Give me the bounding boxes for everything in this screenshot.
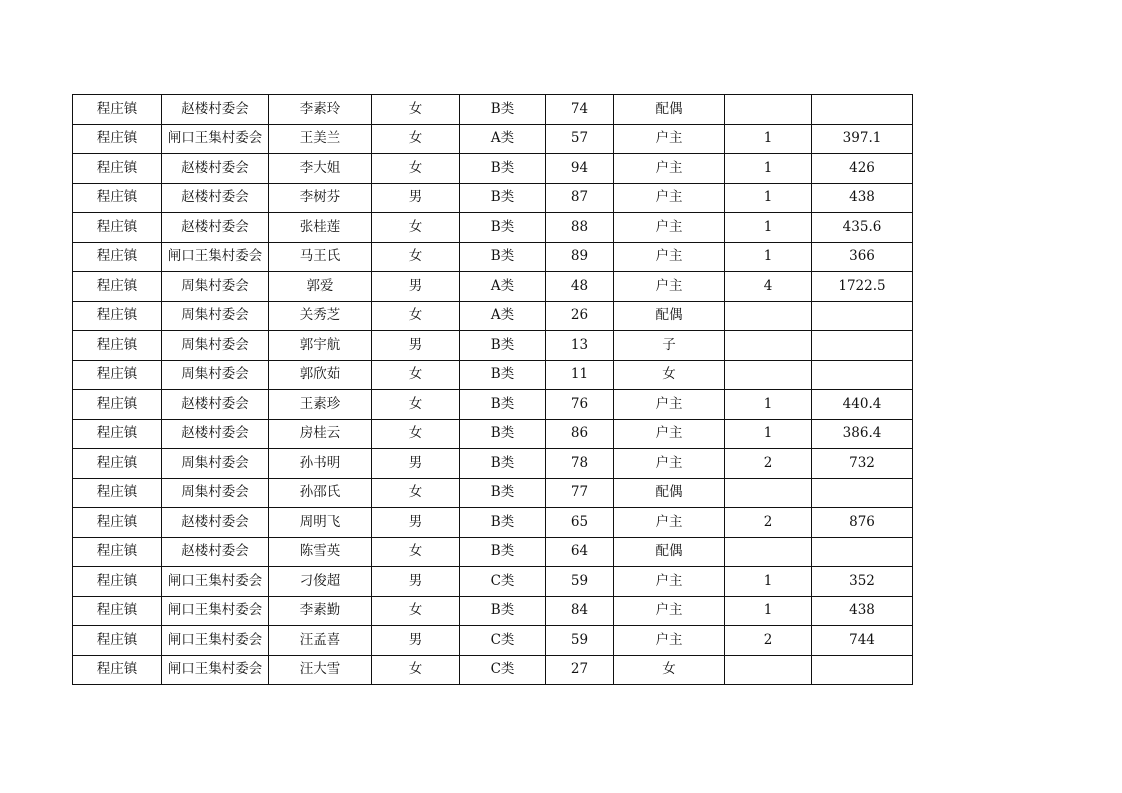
category-cell: B类: [460, 154, 546, 184]
town-cell: 程庄镇: [73, 213, 162, 243]
town-cell: 程庄镇: [73, 478, 162, 508]
category-cell: B类: [460, 449, 546, 479]
table-row: [73, 478, 913, 508]
relation-cell: 女: [614, 655, 725, 685]
name-cell: 郭欣茹: [269, 360, 372, 390]
name-cell: 孙书明: [269, 449, 372, 479]
amount-cell: 435.6: [812, 213, 913, 243]
category-cell: B类: [460, 331, 546, 361]
age-cell: 65: [546, 508, 614, 538]
table-row: [73, 242, 913, 272]
town-cell: 程庄镇: [73, 419, 162, 449]
age-cell: 78: [546, 449, 614, 479]
town-cell: 程庄镇: [73, 301, 162, 331]
table-row: [73, 596, 913, 626]
household-count-cell: 1: [725, 596, 812, 626]
town-cell: 程庄镇: [73, 242, 162, 272]
category-cell: B类: [460, 478, 546, 508]
data-table: [72, 94, 913, 685]
amount-cell: 1722.5: [812, 272, 913, 302]
village-cell: 闸口王集村委会: [162, 596, 269, 626]
name-cell: 王素珍: [269, 390, 372, 420]
category-cell: C类: [460, 626, 546, 656]
village-cell: 闸口王集村委会: [162, 242, 269, 272]
category-cell: B类: [460, 360, 546, 390]
age-cell: 11: [546, 360, 614, 390]
gender-cell: 女: [372, 360, 460, 390]
table-row: [73, 449, 913, 479]
name-cell: 王美兰: [269, 124, 372, 154]
town-cell: 程庄镇: [73, 124, 162, 154]
village-cell: 赵楼村委会: [162, 419, 269, 449]
category-cell: A类: [460, 124, 546, 154]
household-count-cell: [725, 331, 812, 361]
age-cell: 76: [546, 390, 614, 420]
gender-cell: 男: [372, 449, 460, 479]
age-cell: 94: [546, 154, 614, 184]
household-count-cell: 2: [725, 508, 812, 538]
town-cell: 程庄镇: [73, 655, 162, 685]
amount-cell: 732: [812, 449, 913, 479]
village-cell: 赵楼村委会: [162, 183, 269, 213]
table-row: [73, 154, 913, 184]
table-row: [73, 390, 913, 420]
relation-cell: 配偶: [614, 301, 725, 331]
relation-cell: 户主: [614, 419, 725, 449]
household-count-cell: 1: [725, 567, 812, 597]
category-cell: B类: [460, 213, 546, 243]
name-cell: 李大姐: [269, 154, 372, 184]
gender-cell: 男: [372, 626, 460, 656]
household-count-cell: 1: [725, 242, 812, 272]
name-cell: 李素玲: [269, 95, 372, 125]
age-cell: 26: [546, 301, 614, 331]
table-row: [73, 655, 913, 685]
relation-cell: 户主: [614, 242, 725, 272]
category-cell: B类: [460, 419, 546, 449]
relation-cell: 女: [614, 360, 725, 390]
category-cell: B类: [460, 183, 546, 213]
household-count-cell: [725, 478, 812, 508]
category-cell: B类: [460, 508, 546, 538]
village-cell: 赵楼村委会: [162, 537, 269, 567]
amount-cell: 386.4: [812, 419, 913, 449]
town-cell: 程庄镇: [73, 567, 162, 597]
household-count-cell: 2: [725, 626, 812, 656]
age-cell: 89: [546, 242, 614, 272]
gender-cell: 男: [372, 508, 460, 538]
age-cell: 13: [546, 331, 614, 361]
town-cell: 程庄镇: [73, 154, 162, 184]
village-cell: 周集村委会: [162, 272, 269, 302]
town-cell: 程庄镇: [73, 272, 162, 302]
name-cell: 李素勤: [269, 596, 372, 626]
gender-cell: 女: [372, 213, 460, 243]
age-cell: 57: [546, 124, 614, 154]
name-cell: 李树芬: [269, 183, 372, 213]
age-cell: 74: [546, 95, 614, 125]
table-row: [73, 331, 913, 361]
village-cell: 赵楼村委会: [162, 154, 269, 184]
gender-cell: 女: [372, 242, 460, 272]
gender-cell: 女: [372, 124, 460, 154]
household-count-cell: 1: [725, 390, 812, 420]
gender-cell: 女: [372, 95, 460, 125]
amount-cell: [812, 537, 913, 567]
town-cell: 程庄镇: [73, 596, 162, 626]
table-row: [73, 567, 913, 597]
household-count-cell: 1: [725, 154, 812, 184]
category-cell: B类: [460, 537, 546, 567]
village-cell: 闸口王集村委会: [162, 626, 269, 656]
amount-cell: 366: [812, 242, 913, 272]
gender-cell: 女: [372, 419, 460, 449]
town-cell: 程庄镇: [73, 449, 162, 479]
age-cell: 84: [546, 596, 614, 626]
relation-cell: 户主: [614, 508, 725, 538]
category-cell: A类: [460, 272, 546, 302]
household-count-cell: [725, 360, 812, 390]
relation-cell: 户主: [614, 213, 725, 243]
age-cell: 59: [546, 626, 614, 656]
gender-cell: 女: [372, 537, 460, 567]
relation-cell: 户主: [614, 596, 725, 626]
amount-cell: [812, 360, 913, 390]
table-row: [73, 183, 913, 213]
amount-cell: 438: [812, 183, 913, 213]
category-cell: B类: [460, 95, 546, 125]
household-count-cell: [725, 301, 812, 331]
relation-cell: 户主: [614, 124, 725, 154]
town-cell: 程庄镇: [73, 626, 162, 656]
table-row: [73, 537, 913, 567]
gender-cell: 男: [372, 272, 460, 302]
amount-cell: [812, 478, 913, 508]
village-cell: 赵楼村委会: [162, 213, 269, 243]
village-cell: 赵楼村委会: [162, 508, 269, 538]
village-cell: 闸口王集村委会: [162, 124, 269, 154]
village-cell: 周集村委会: [162, 331, 269, 361]
relation-cell: 户主: [614, 272, 725, 302]
relation-cell: 配偶: [614, 478, 725, 508]
relation-cell: 户主: [614, 154, 725, 184]
relation-cell: 配偶: [614, 537, 725, 567]
name-cell: 孙邵氏: [269, 478, 372, 508]
household-count-cell: 1: [725, 213, 812, 243]
gender-cell: 男: [372, 567, 460, 597]
name-cell: 房桂云: [269, 419, 372, 449]
age-cell: 59: [546, 567, 614, 597]
household-count-cell: 1: [725, 124, 812, 154]
amount-cell: 438: [812, 596, 913, 626]
town-cell: 程庄镇: [73, 95, 162, 125]
amount-cell: 876: [812, 508, 913, 538]
name-cell: 马王氏: [269, 242, 372, 272]
amount-cell: 426: [812, 154, 913, 184]
name-cell: 汪大雪: [269, 655, 372, 685]
category-cell: B类: [460, 596, 546, 626]
name-cell: 关秀芝: [269, 301, 372, 331]
household-count-cell: 1: [725, 183, 812, 213]
gender-cell: 女: [372, 478, 460, 508]
town-cell: 程庄镇: [73, 537, 162, 567]
amount-cell: 744: [812, 626, 913, 656]
name-cell: 郭宇航: [269, 331, 372, 361]
amount-cell: 440.4: [812, 390, 913, 420]
village-cell: 周集村委会: [162, 449, 269, 479]
table-row: [73, 272, 913, 302]
town-cell: 程庄镇: [73, 390, 162, 420]
village-cell: 周集村委会: [162, 301, 269, 331]
table-row: [73, 508, 913, 538]
village-cell: 闸口王集村委会: [162, 567, 269, 597]
table-row: [73, 419, 913, 449]
amount-cell: [812, 301, 913, 331]
relation-cell: 户主: [614, 390, 725, 420]
table-row: [73, 124, 913, 154]
name-cell: 郭爱: [269, 272, 372, 302]
household-count-cell: 4: [725, 272, 812, 302]
table-row: [73, 301, 913, 331]
household-count-cell: [725, 95, 812, 125]
village-cell: 赵楼村委会: [162, 95, 269, 125]
table-row: [73, 213, 913, 243]
category-cell: B类: [460, 242, 546, 272]
gender-cell: 女: [372, 596, 460, 626]
table-row: [73, 95, 913, 125]
household-count-cell: [725, 655, 812, 685]
town-cell: 程庄镇: [73, 331, 162, 361]
relation-cell: 配偶: [614, 95, 725, 125]
name-cell: 陈雪英: [269, 537, 372, 567]
age-cell: 48: [546, 272, 614, 302]
village-cell: 闸口王集村委会: [162, 655, 269, 685]
amount-cell: 397.1: [812, 124, 913, 154]
age-cell: 86: [546, 419, 614, 449]
town-cell: 程庄镇: [73, 508, 162, 538]
gender-cell: 男: [372, 331, 460, 361]
name-cell: 张桂莲: [269, 213, 372, 243]
name-cell: 汪孟喜: [269, 626, 372, 656]
relation-cell: 户主: [614, 183, 725, 213]
category-cell: C类: [460, 655, 546, 685]
name-cell: 刁俊超: [269, 567, 372, 597]
village-cell: 周集村委会: [162, 360, 269, 390]
amount-cell: [812, 95, 913, 125]
age-cell: 88: [546, 213, 614, 243]
age-cell: 27: [546, 655, 614, 685]
category-cell: B类: [460, 390, 546, 420]
amount-cell: 352: [812, 567, 913, 597]
relation-cell: 户主: [614, 449, 725, 479]
relation-cell: 户主: [614, 626, 725, 656]
village-cell: 赵楼村委会: [162, 390, 269, 420]
gender-cell: 女: [372, 390, 460, 420]
category-cell: C类: [460, 567, 546, 597]
gender-cell: 女: [372, 655, 460, 685]
town-cell: 程庄镇: [73, 360, 162, 390]
household-count-cell: 1: [725, 419, 812, 449]
age-cell: 64: [546, 537, 614, 567]
table-row: [73, 360, 913, 390]
amount-cell: [812, 655, 913, 685]
household-count-cell: 2: [725, 449, 812, 479]
gender-cell: 男: [372, 183, 460, 213]
gender-cell: 女: [372, 154, 460, 184]
name-cell: 周明飞: [269, 508, 372, 538]
household-count-cell: [725, 537, 812, 567]
age-cell: 87: [546, 183, 614, 213]
table-body: [73, 95, 913, 685]
relation-cell: 户主: [614, 567, 725, 597]
age-cell: 77: [546, 478, 614, 508]
amount-cell: [812, 331, 913, 361]
gender-cell: 女: [372, 301, 460, 331]
table-row: [73, 626, 913, 656]
category-cell: A类: [460, 301, 546, 331]
village-cell: 周集村委会: [162, 478, 269, 508]
town-cell: 程庄镇: [73, 183, 162, 213]
relation-cell: 子: [614, 331, 725, 361]
